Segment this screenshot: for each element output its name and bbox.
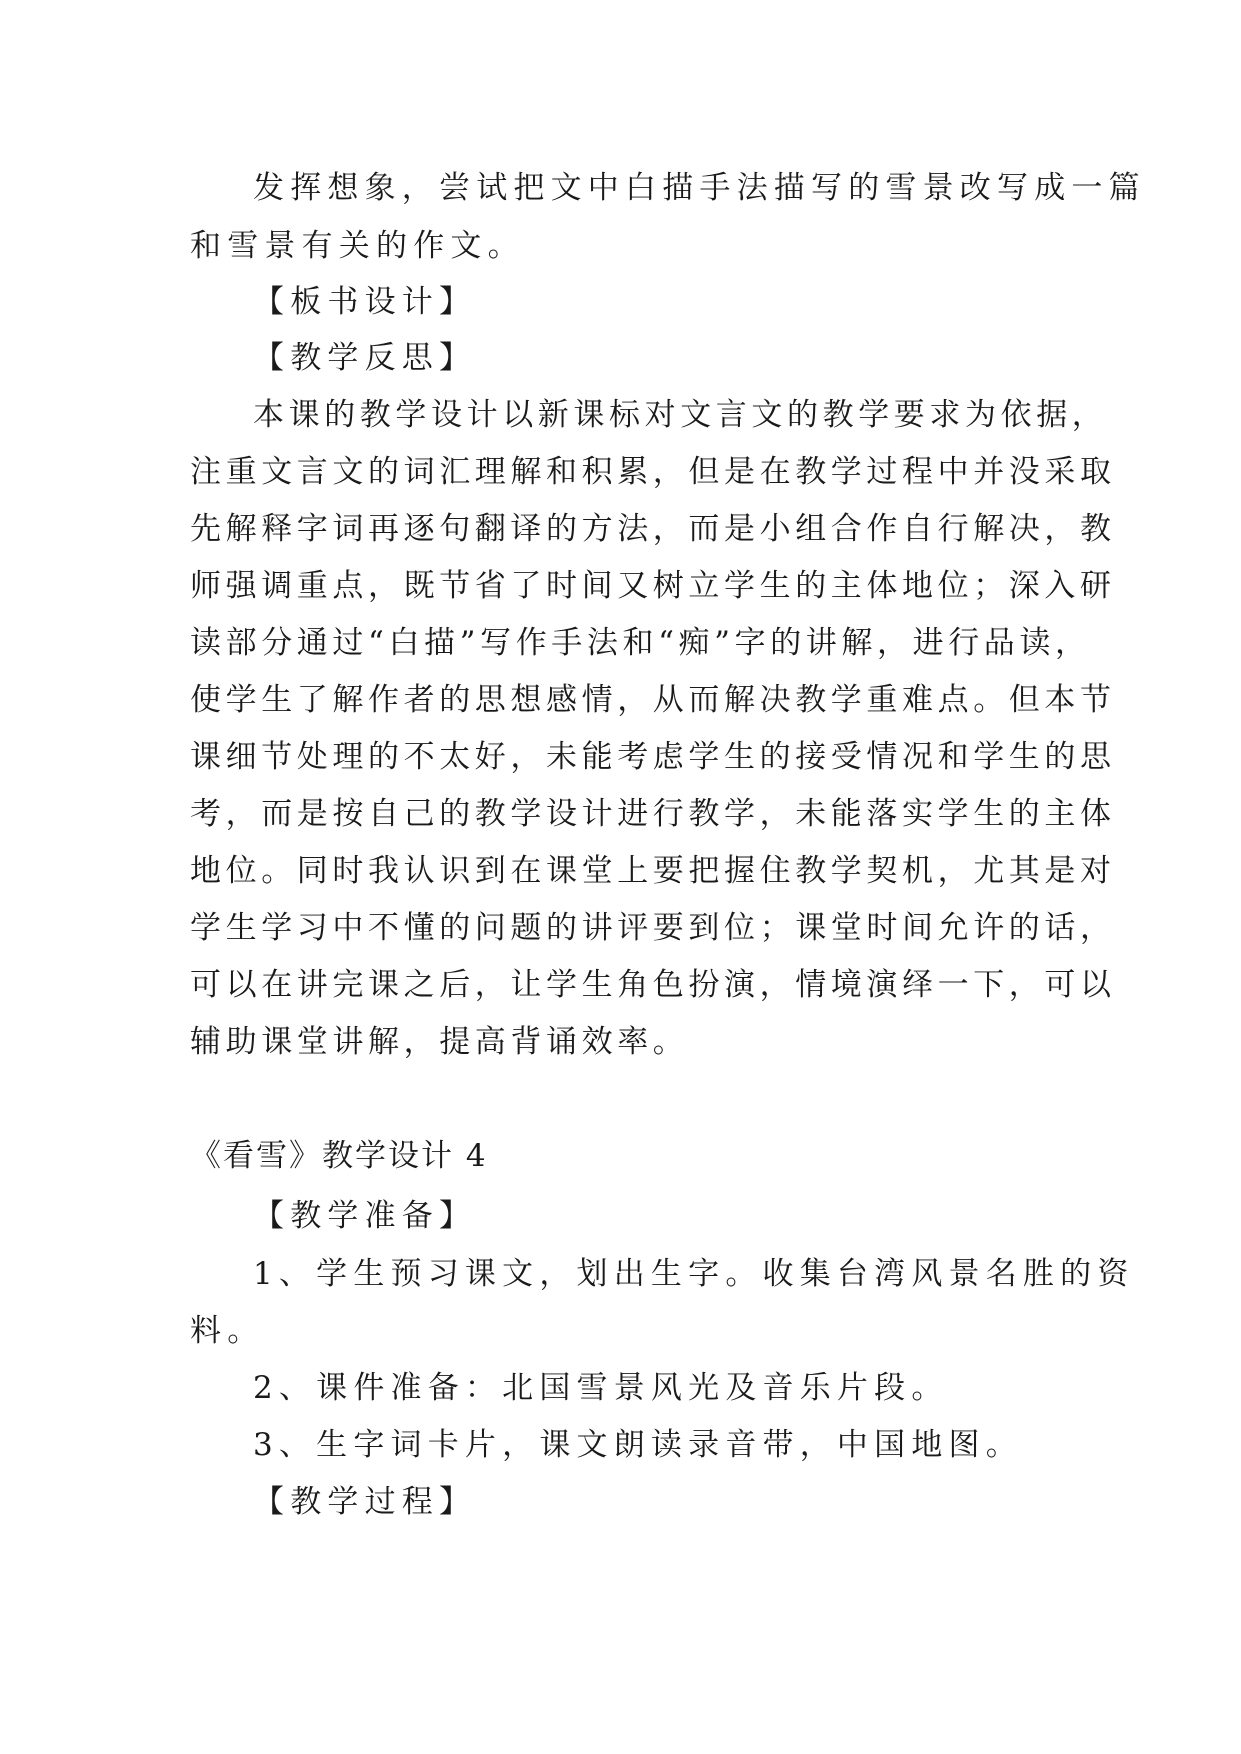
section-title: 《看雪》教学设计 4 <box>190 1138 488 1174</box>
paragraph-line: 和雪景有关的作文。 <box>190 228 525 264</box>
paragraph-line: 先解释字词再逐句翻译的方法，而是小组合作自行解决，教 <box>190 511 1116 547</box>
list-item-continuation: 料。 <box>190 1313 265 1349</box>
heading-teaching-preparation: 【教学准备】 <box>253 1198 477 1234</box>
heading-teaching-reflection: 【教学反思】 <box>253 340 477 376</box>
paragraph-line: 发挥想象，尝试把文中白描手法描写的雪景改写成一篇 <box>253 170 1146 206</box>
paragraph-line: 注重文言文的词汇理解和积累，但是在教学过程中并没采取 <box>190 454 1116 490</box>
paragraph-line: 课细节处理的不太好，未能考虑学生的接受情况和学生的思 <box>190 739 1116 775</box>
list-item: 3、生字词卡片，课文朗读录音带，中国地图。 <box>253 1427 1023 1463</box>
paragraph-line: 辅助课堂讲解，提高背诵效率。 <box>190 1024 689 1060</box>
paragraph-line: 读部分通过“白描”写作手法和“痴”字的讲解，进行品读， <box>190 625 1091 661</box>
paragraph-line: 考，而是按自己的教学设计进行教学，未能落实学生的主体 <box>190 796 1116 832</box>
list-item: 2、课件准备：北国雪景风光及音乐片段。 <box>253 1370 949 1406</box>
paragraph-line: 使学生了解作者的思想感情，从而解决教学重难点。但本节 <box>190 682 1116 718</box>
heading-teaching-process: 【教学过程】 <box>253 1484 477 1520</box>
heading-board-design: 【板书设计】 <box>253 284 477 320</box>
paragraph-line: 地位。同时我认识到在课堂上要把握住教学契机，尤其是对 <box>190 853 1116 889</box>
paragraph-line: 师强调重点，既节省了时间又树立学生的主体地位；深入研 <box>190 568 1116 604</box>
paragraph-line: 可以在讲完课之后，让学生角色扮演，情境演绎一下，可以 <box>190 967 1116 1003</box>
list-item: 1、学生预习课文，划出生字。收集台湾风景名胜的资 <box>253 1256 1135 1292</box>
paragraph-line: 本课的教学设计以新课标对文言文的教学要求为依据， <box>253 397 1108 433</box>
paragraph-line: 学生学习中不懂的问题的讲评要到位；课堂时间允许的话， <box>190 910 1116 946</box>
